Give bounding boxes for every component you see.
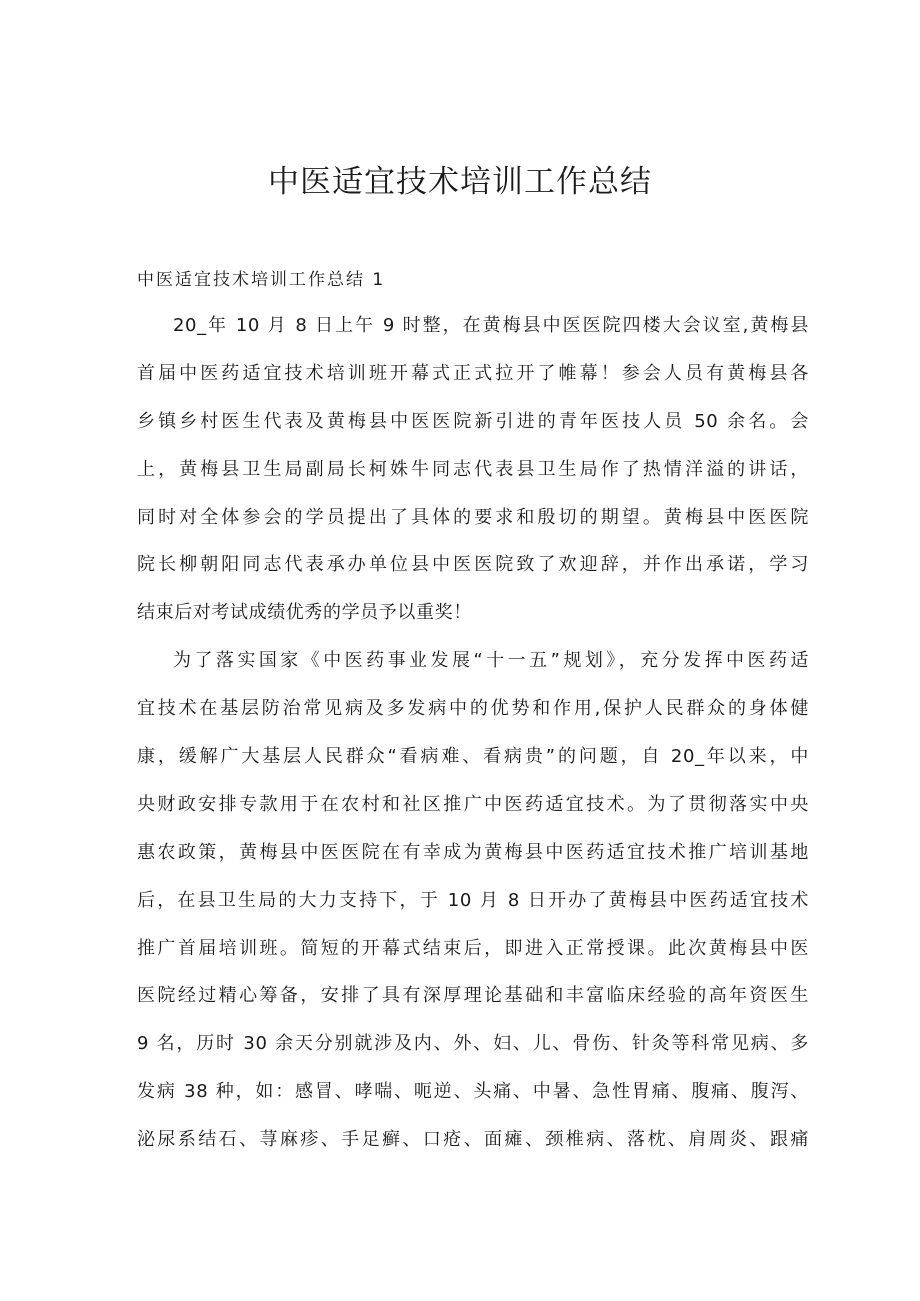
paragraph-line: 惠农政策，黄梅县中医医院在有幸成为黄梅县中医药适宜技术推广培训基地 (137, 841, 809, 863)
paragraph-line: 康，缓解广大基层人民群众“看病难、看病贵”的问题，自 20_年以来，中 (137, 746, 809, 768)
paragraph-1 (137, 310, 809, 645)
paragraph-line: 医院经过精心筹备，安排了具有深厚理论基础和丰富临床经验的高年资医生 (137, 985, 809, 1007)
document-subtitle: 中医适宜技术培训工作总结 1 (137, 270, 386, 290)
paragraph-line: 宜技术在基层防治常见病及多发病中的优势和作用,保护人民群众的身体健 (137, 698, 809, 720)
paragraph-line: 泌尿系结石、荨麻疹、手足癣、口疮、面瘫、颈椎病、落枕、肩周炎、跟痛 (137, 1129, 809, 1151)
paragraph-line: 同时对全体参会的学员提出了具体的要求和殷切的期望。黄梅县中医医院 (137, 506, 809, 528)
paragraph-line: 央财政安排专款用于在农村和社区推广中医药适宜技术。为了贯彻落实中央 (137, 793, 809, 815)
paragraph-line: 结束后对考试成绩优秀的学员予以重奖！ (137, 602, 472, 624)
paragraph-line: 首届中医药适宜技术培训班开幕式正式拉开了帷幕！参会人员有黄梅县各 (137, 362, 809, 384)
paragraph-line: 乡镇乡村医生代表及黄梅县中医医院新引进的青年医技人员 50 余名。会 (137, 410, 809, 432)
paragraph-line: 为了落实国家《中医药事业发展“十一五”规划》，充分发挥中医药适 (173, 650, 809, 672)
paragraph-line: 推广首届培训班。简短的开幕式结束后，即进入正常授课。此次黄梅县中医 (137, 937, 809, 959)
paragraph-line: 后，在县卫生局的大力支持下，于 10 月 8 日开办了黄梅县中医药适宜技术 (137, 889, 809, 911)
paragraph-2 (137, 645, 809, 1172)
document-title: 中医适宜技术培训工作总结 (268, 164, 652, 200)
paragraph-line: 上，黄梅县卫生局副局长柯姝牛同志代表县卫生局作了热情洋溢的讲话， (137, 458, 809, 480)
paragraph-line: 院长柳朝阳同志代表承办单位县中医医院致了欢迎辞，并作出承诺，学习 (137, 554, 809, 576)
paragraph-line: 发病 38 种，如：感冒、哮喘、呃逆、头痛、中暑、急性胃痛、腹痛、腹泻、 (137, 1081, 809, 1103)
paragraph-line: 9 名，历时 30 余天分别就涉及内、外、妇、儿、骨伤、针灸等科常见病、多 (137, 1033, 809, 1055)
document-body (137, 310, 809, 1172)
paragraph-line: 20_年 10 月 8 日上午 9 时整，在黄梅县中医医院四楼大会议室,黄梅县 (173, 315, 809, 336)
